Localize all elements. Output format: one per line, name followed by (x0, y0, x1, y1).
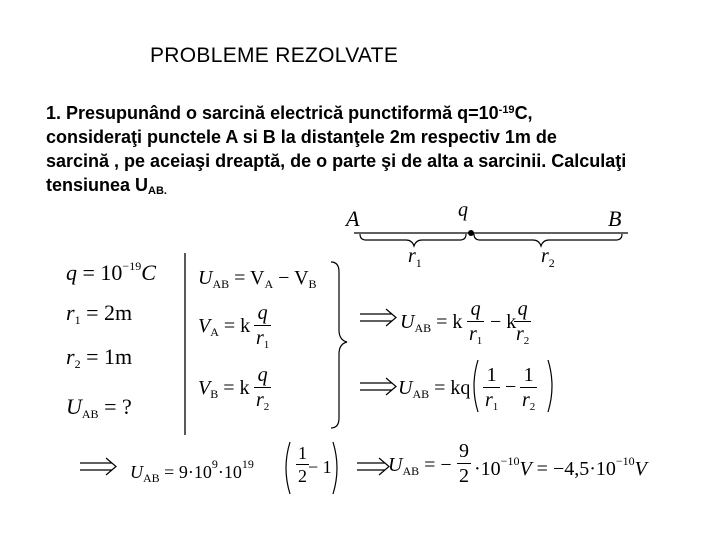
formula-uab: $U_{AB} = V_A - V_B$ (198, 267, 317, 291)
problem-line-4: tensiunea $U_{AB.}$ (46, 175, 167, 197)
point-a-label: A (346, 206, 360, 231)
result-2-frac-b: $\frac{1}{r_2}$ (522, 364, 536, 413)
result-1-frac-b: $\frac{q}{r_2}$ (516, 298, 530, 347)
problem-line-3: sarcină , pe aceiaşi dreaptă, de o parte şi de alta a sarcinii. Calculaţi (46, 151, 627, 171)
final-calc-frac: $\frac{1}{2}$ (298, 443, 307, 486)
point-b-label: B (608, 206, 622, 231)
final-answer: $U_{AB}$ = − (388, 454, 452, 478)
problem-line-1: 1. Presupunând o sarcină electrică punctiformă $q=10^{-19}C$, (46, 103, 533, 123)
final-answer-frac: $\frac{9}{2}$ (459, 440, 469, 487)
page-title: PROBLEME REZOLVATE (150, 44, 399, 67)
final-answer-rest: $\cdot 10^{-10}V = -4,5\cdot 10^{-10}V$ (474, 454, 647, 480)
formula-va: $V_A = k$ (198, 315, 251, 339)
r1-label: $r_1$ (408, 245, 422, 270)
formula-vb-fraction: $\frac{q}{r_2}$ (256, 364, 270, 413)
result-2-minus: − (505, 376, 517, 398)
r2-label: $r_2$ (541, 245, 555, 270)
given-q: $q = 10^{-19}C$ (66, 259, 156, 285)
result-2-frac-a: $\frac{1}{r_1}$ (485, 364, 499, 413)
result-2: $U_{AB}$ = kq (398, 377, 471, 401)
given-r2: $r_2 = 1m$ (66, 344, 133, 371)
result-1-minus: − k (490, 311, 517, 333)
given-uab: $U_{AB}$ = ? (66, 394, 132, 421)
result-1-frac-a: $\frac{q}{r_1}$ (469, 298, 483, 347)
final-calc-minus: − 1 (308, 457, 332, 477)
given-r1: $r_1 = 2m$ (66, 300, 133, 327)
formula-va-fraction: $\frac{q}{r_1}$ (256, 302, 270, 351)
charge-label: q (458, 199, 468, 221)
final-calc: $U_{AB} = 9\cdot 10^9\cdot 10^{19}$ (130, 457, 254, 485)
formula-vb: $V_B = k$ (198, 377, 250, 401)
problem-line-2: consideraţi punctele A si B la distanţele 2m respectiv 1m de (46, 127, 557, 147)
result-1: $U_{AB} = k$ (400, 311, 463, 335)
